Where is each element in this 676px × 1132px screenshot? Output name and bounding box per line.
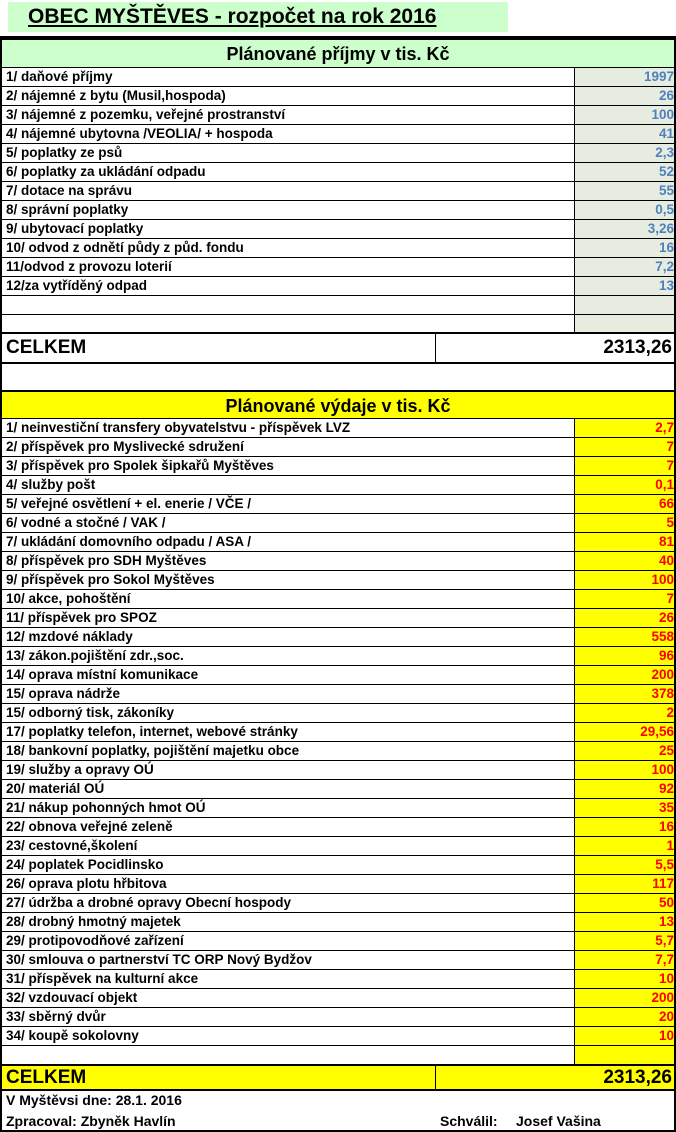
expenses-item-value: 66 [658, 496, 674, 511]
expenses-item-label: 2/ příspěvek pro Myslivecké sdružení [6, 439, 244, 454]
income-row [0, 200, 676, 219]
expenses-row [0, 912, 676, 931]
prepared-by: Zpracoval: Zbyněk Havlín [6, 1113, 176, 1129]
expenses-item-value: 7 [666, 591, 674, 606]
expenses-item-value: 25 [658, 743, 674, 758]
expenses-row [0, 950, 676, 969]
income-row [0, 181, 676, 200]
expenses-item-label: 18/ bankovní poplatky, pojištění majetku obce [6, 743, 300, 758]
income-item-value: 0,5 [655, 202, 674, 217]
expenses-row [0, 570, 676, 589]
expenses-row [0, 703, 676, 722]
income-item-label: 2/ nájemné z bytu (Musil,hospoda) [6, 88, 226, 103]
income-item-value: 1997 [643, 69, 674, 84]
income-total-row [0, 332, 676, 364]
expenses-item-label: 33/ sběrný dvůr [6, 1009, 106, 1024]
expenses-item-value: 96 [658, 648, 674, 663]
income-row [0, 219, 676, 238]
expenses-item-value: 29,56 [640, 724, 674, 739]
place-date: V Myštěvsi dne: 28.1. 2016 [6, 1092, 182, 1108]
expenses-item-label: 21/ nákup pohonných hmot OÚ [6, 800, 206, 815]
expenses-item-value: 5,5 [655, 857, 674, 872]
expenses-item-value: 378 [651, 686, 674, 701]
income-item-value: 100 [651, 107, 674, 122]
approved-by-label: Schválil: [440, 1113, 498, 1129]
expenses-item-value: 20 [658, 1009, 674, 1024]
expenses-item-label: 6/ vodné a stočné / VAK / [6, 515, 166, 530]
expenses-row [0, 779, 676, 798]
expenses-item-value: 16 [658, 819, 674, 834]
expenses-row [0, 532, 676, 551]
income-item-label: 10/ odvod z odnětí půdy z půd. fondu [6, 240, 244, 255]
expenses-item-label: 3/ příspěvek pro Spolek šipkařů Myštěves [6, 458, 274, 473]
expenses-item-label: 19/ služby a opravy OÚ [6, 762, 154, 777]
expenses-item-label: 15/ oprava nádrže [6, 686, 121, 701]
income-item-label: 12/za vytříděný odpad [6, 278, 148, 293]
expenses-item-label: 8/ příspěvek pro SDH Myštěves [6, 553, 207, 568]
income-item-value: 13 [658, 278, 674, 293]
expenses-item-label: 23/ cestovné,školení [6, 838, 138, 853]
income-item-label: 4/ nájemné ubytovna /VEOLIA/ + hospoda [6, 126, 273, 141]
expenses-item-label: 4/ služby pošt [6, 477, 96, 492]
expenses-row [0, 874, 676, 893]
income-row [0, 124, 676, 143]
expenses-item-value: 10 [658, 971, 674, 986]
expenses-row [0, 741, 676, 760]
expenses-item-label: 1/ neinvestiční transfery obyvatelstvu - příspěvek LVZ [6, 420, 351, 435]
expenses-item-label: 26/ oprava plotu hřbitova [6, 876, 167, 891]
expenses-row [0, 608, 676, 627]
income-heading: Plánované příjmy v tis. Kč [0, 38, 676, 67]
expenses-item-label: 14/ oprava místní komunikace [6, 667, 199, 682]
expenses-row [0, 798, 676, 817]
expenses-item-value: 50 [658, 895, 674, 910]
expenses-row [0, 456, 676, 475]
income-row [0, 67, 676, 86]
income-row [0, 238, 676, 257]
expenses-row [0, 931, 676, 950]
expenses-item-label: 20/ materiál OÚ [6, 781, 105, 796]
expenses-item-value: 26 [658, 610, 674, 625]
income-item-label: 11/odvod z provozu loterií [6, 259, 172, 274]
expenses-item-value: 100 [651, 762, 674, 777]
income-item-label: 7/ dotace na správu [6, 183, 133, 198]
approved-by-name: Josef Vašina [516, 1113, 601, 1129]
page-title: OBEC MYŠTĚVES - rozpočet na rok 2016 [8, 2, 508, 32]
expenses-item-value: 7,7 [655, 952, 674, 967]
expenses-item-label: 5/ veřejné osvětlení + el. enerie / VČE / [6, 496, 251, 511]
expenses-item-value: 10 [658, 1028, 674, 1043]
expenses-item-label: 34/ koupě sokolovny [6, 1028, 139, 1043]
expenses-row [0, 836, 676, 855]
expenses-item-value: 81 [658, 534, 674, 549]
expenses-item-value: 200 [651, 667, 674, 682]
expenses-row [0, 969, 676, 988]
income-row [0, 162, 676, 181]
income-item-value: 3,26 [647, 221, 674, 236]
expenses-item-value: 2,7 [655, 420, 674, 435]
expenses-row [0, 418, 676, 437]
expenses-item-label: 30/ smlouva o partnerství TC ORP Nový Bydžov [6, 952, 312, 967]
expenses-item-value: 7 [666, 439, 674, 454]
expenses-item-label: 11/ příspěvek pro SPOZ [6, 610, 157, 625]
expenses-item-label: 10/ akce, pohoštění [6, 591, 131, 606]
expenses-total-row [0, 1064, 676, 1091]
expenses-item-label: 32/ vzdouvací objekt [6, 990, 138, 1005]
expenses-item-value: 558 [651, 629, 674, 644]
expenses-item-value: 2 [666, 705, 674, 720]
expenses-row [0, 494, 676, 513]
income-item-label: 1/ daňové příjmy [6, 69, 113, 84]
income-item-label: 6/ poplatky za ukládání odpadu [6, 164, 206, 179]
expenses-item-label: 29/ protipovodňové zařízení [6, 933, 184, 948]
expenses-row [0, 722, 676, 741]
income-total-label: CELKEM [6, 337, 87, 358]
income-item-value: 2,3 [655, 145, 674, 160]
income-row [0, 295, 676, 314]
expenses-item-label: 22/ obnova veřejné zeleně [6, 819, 173, 834]
expenses-value-cell [574, 1046, 676, 1064]
income-item-value: 7,2 [655, 259, 674, 274]
expenses-row [0, 551, 676, 570]
expenses-item-value: 1 [666, 838, 674, 853]
income-item-label: 9/ ubytovací poplatky [6, 221, 144, 236]
expenses-item-label: 31/ příspěvek na kulturní akce [6, 971, 199, 986]
expenses-item-value: 35 [658, 800, 674, 815]
expenses-item-value: 117 [652, 876, 674, 891]
expenses-row [0, 627, 676, 646]
expenses-heading: Plánované výdaje v tis. Kč [0, 390, 676, 418]
expenses-total-value: 2313,26 [603, 1067, 672, 1088]
expenses-item-label: 13/ zákon.pojištění zdr.,soc. [6, 648, 184, 663]
income-row [0, 314, 676, 333]
expenses-total-label: CELKEM [6, 1067, 87, 1088]
income-item-value: 26 [658, 88, 674, 103]
income-item-label: 5/ poplatky ze psů [6, 145, 123, 160]
expenses-item-label: 7/ ukládání domovního odpadu / ASA / [6, 534, 252, 549]
expenses-item-label: 17/ poplatky telefon, internet, webové stránky [6, 724, 298, 739]
income-item-value: 16 [658, 240, 674, 255]
expenses-item-value: 0,1 [655, 477, 674, 492]
income-value-cell [574, 315, 676, 333]
expenses-row [0, 437, 676, 456]
income-row [0, 257, 676, 276]
expenses-row [0, 665, 676, 684]
expenses-row [0, 475, 676, 494]
expenses-row [0, 855, 676, 874]
expenses-item-value: 5 [666, 515, 674, 530]
expenses-row [0, 1007, 676, 1026]
income-total-value: 2313,26 [603, 337, 672, 358]
income-item-label: 3/ nájemné z pozemku, veřejné prostranství [6, 107, 286, 122]
expenses-item-label: 24/ poplatek Pocidlinsko [6, 857, 164, 872]
income-total-divider [435, 334, 436, 362]
income-row [0, 86, 676, 105]
expenses-row [0, 817, 676, 836]
expenses-row [0, 513, 676, 532]
expenses-row [0, 1026, 676, 1045]
expenses-item-label: 27/ údržba a drobné opravy Obecní hospody [6, 895, 292, 910]
income-item-value: 41 [658, 126, 674, 141]
expenses-item-value: 92 [658, 781, 674, 796]
expenses-row [0, 893, 676, 912]
income-item-value: 55 [658, 183, 674, 198]
income-item-value: 52 [658, 164, 674, 179]
expenses-item-value: 200 [651, 990, 674, 1005]
expenses-row [0, 589, 676, 608]
expenses-item-value: 13 [658, 914, 674, 929]
expenses-item-label: 28/ drobný hmotný majetek [6, 914, 181, 929]
expenses-row [0, 988, 676, 1007]
income-value-cell [574, 296, 676, 314]
expenses-item-label: 15/ odborný tisk, zákoníky [6, 705, 175, 720]
income-row [0, 143, 676, 162]
expenses-item-value: 40 [658, 553, 674, 568]
expenses-item-value: 7 [666, 458, 674, 473]
expenses-row [0, 760, 676, 779]
expenses-item-label: 9/ příspěvek pro Sokol Myštěves [6, 572, 215, 587]
expenses-item-value: 100 [651, 572, 674, 587]
income-item-label: 8/ správní poplatky [6, 202, 129, 217]
income-row [0, 276, 676, 295]
expenses-row [0, 1045, 676, 1064]
expenses-row [0, 684, 676, 703]
expenses-item-label: 12/ mzdové náklady [6, 629, 133, 644]
expenses-item-value: 5,7 [655, 933, 674, 948]
expenses-total-divider [435, 1066, 436, 1089]
expenses-row [0, 646, 676, 665]
income-row [0, 105, 676, 124]
